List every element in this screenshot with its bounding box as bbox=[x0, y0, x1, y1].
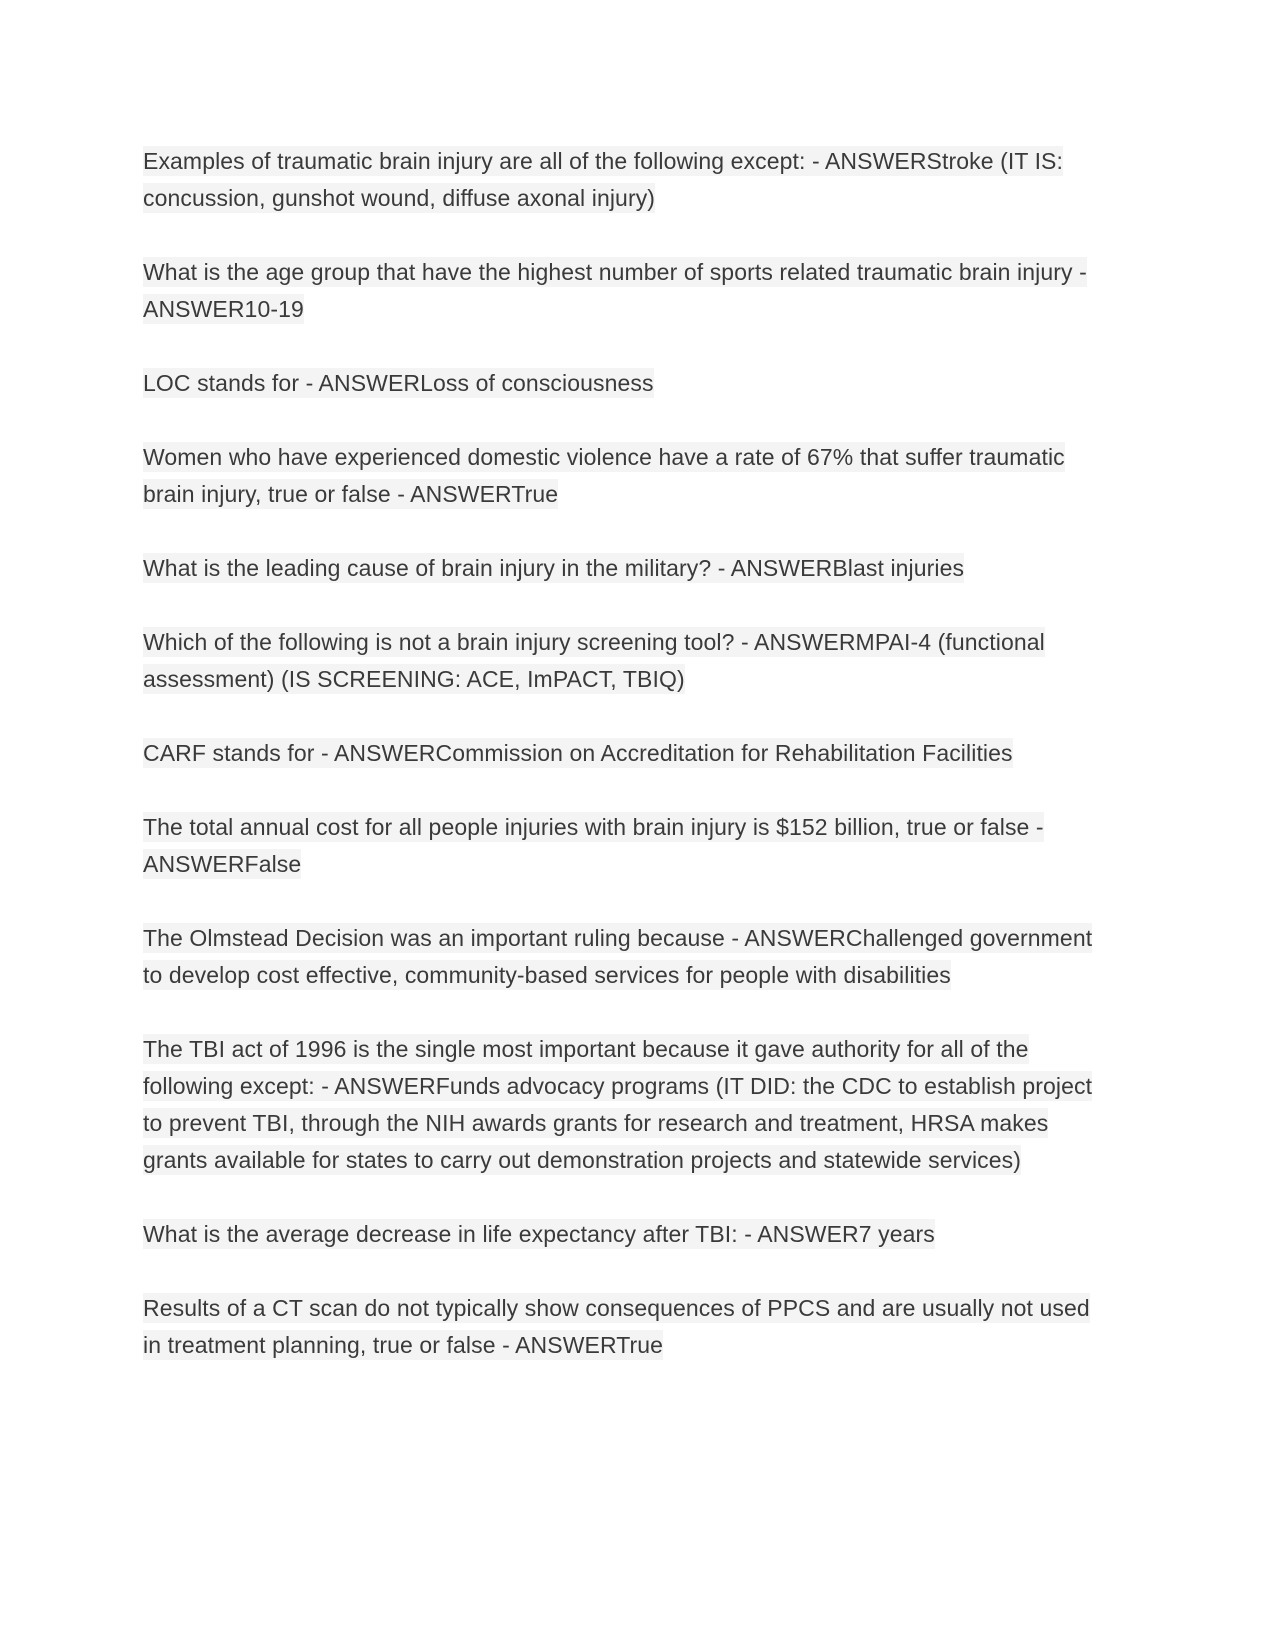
paragraph bbox=[143, 624, 1111, 698]
paragraph-text: Results of a CT scan do not typically show consequences of PPCS and are usually not used in treatment planning, true or false - ANSWERTrue bbox=[143, 1295, 1090, 1358]
paragraph-text: Examples of traumatic brain injury are all of the following except: - ANSWERStroke (IT IS: concussion, gunshot wound, diffuse axonal injury) bbox=[143, 148, 1063, 211]
paragraph-text: The TBI act of 1996 is the single most important because it gave authority for all of the following except: - ANSWERFunds advocacy programs (IT DID: the CDC to establish project to prevent TBI, through the NIH awards grants for research and treatment, HRSA makes grants available for states to carry out demonstration projects and statewide services) bbox=[143, 1036, 1093, 1173]
paragraph-text: What is the leading cause of brain injury in the military? - ANSWERBlast injuries bbox=[143, 555, 965, 581]
paragraph bbox=[143, 735, 1111, 772]
paragraph bbox=[143, 1216, 1111, 1253]
paragraph-text: Women who have experienced domestic violence have a rate of 67% that suffer traumatic brain injury, true or false - ANSWERTrue bbox=[143, 444, 1065, 507]
paragraph-text: What is the age group that have the highest number of sports related traumatic brain injury - ANSWER10-19 bbox=[143, 259, 1087, 322]
paragraph-text: The Olmstead Decision was an important ruling because - ANSWERChallenged government to develop cost effective, community-based services for people with disabilities bbox=[143, 925, 1093, 988]
paragraph bbox=[143, 365, 1111, 402]
paragraph-text: What is the average decrease in life expectancy after TBI: - ANSWER7 years bbox=[143, 1221, 935, 1247]
paragraph bbox=[143, 809, 1111, 883]
paragraph bbox=[143, 1290, 1111, 1364]
paragraph bbox=[143, 550, 1111, 587]
paragraph-text: The total annual cost for all people injuries with brain injury is $152 billion, true or false - ANSWERFalse bbox=[143, 814, 1044, 877]
paragraph bbox=[143, 1031, 1111, 1179]
paragraph bbox=[143, 143, 1111, 217]
paragraph-text: CARF stands for - ANSWERCommission on Accreditation for Rehabilitation Facilities bbox=[143, 740, 1013, 766]
paragraph-text: Which of the following is not a brain injury screening tool? - ANSWERMPAI-4 (functional assessment) (IS SCREENING: ACE, ImPACT, TBIQ) bbox=[143, 629, 1045, 692]
document-content bbox=[143, 143, 1111, 1364]
paragraph-text: LOC stands for - ANSWERLoss of consciousness bbox=[143, 370, 654, 396]
paragraph bbox=[143, 254, 1111, 328]
paragraph bbox=[143, 920, 1111, 994]
paragraph bbox=[143, 439, 1111, 513]
